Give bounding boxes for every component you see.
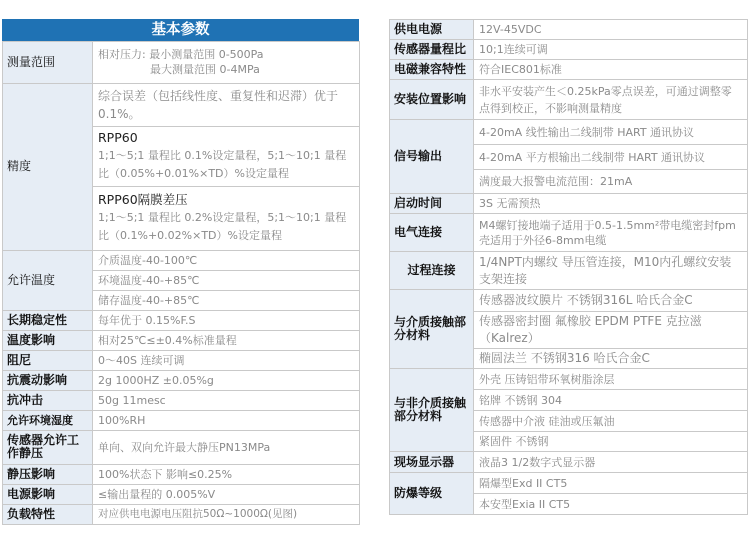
row-label: 安装位置影响 xyxy=(390,80,474,120)
row-value: 100%状态下 影响≤0.25% xyxy=(93,464,360,484)
rpp60-diaphragm-model: RPP60隔膜差压 xyxy=(98,192,188,207)
table-row xyxy=(3,430,360,464)
row-value: ≤输出量程的 0.005%V xyxy=(93,484,360,504)
row-value: 10;1连续可调 xyxy=(474,40,748,60)
signal-line2: 4-20mA 平方根输出二线制带 HART 通讯协议 xyxy=(474,145,748,170)
table-row xyxy=(3,41,360,83)
table-row xyxy=(390,290,748,312)
row-label: 现场显示器 xyxy=(390,452,474,473)
row-label: 供电电源 xyxy=(390,20,474,40)
table-row xyxy=(3,370,360,390)
wetted-line1: 传感器波纹膜片 不锈钢316L 哈氏合金C xyxy=(474,290,748,312)
temp-ambient: 环境温度-40-+85℃ xyxy=(93,270,360,290)
row-label: 静压影响 xyxy=(3,464,93,484)
table-row xyxy=(390,120,748,145)
row-label: 过程连接 xyxy=(390,252,474,290)
row-label: 温度影响 xyxy=(3,330,93,350)
table-row xyxy=(390,214,748,252)
non-wetted-line1: 外壳 压铸铝带环氧树脂涂层 xyxy=(474,369,748,390)
temp-storage: 储存温度-40-+85℃ xyxy=(93,290,360,310)
row-value: 50g 11mesc xyxy=(93,390,360,410)
row-label: 允许温度 xyxy=(3,250,93,310)
row-value: 符合IEC801标准 xyxy=(474,60,748,80)
table-row xyxy=(390,452,748,473)
row-label: 传感器允许工作静压 xyxy=(3,430,93,464)
temp-medium: 介质温度-40-100℃ xyxy=(93,250,360,270)
signal-line1: 4-20mA 线性输出二线制带 HART 通讯协议 xyxy=(474,120,748,145)
row-label: 负载特性 xyxy=(3,504,93,524)
row-value: 相对25℃≤±0.4%标准量程 xyxy=(93,330,360,350)
row-value: 非水平安装产生＜0.25kPa零点误差，可通过调整零点得到校正，不影响测量精度 xyxy=(474,80,748,120)
table-row xyxy=(3,410,360,430)
row-value: M4螺钉接地端子适用于0.5-1.5mm²带电缆密封fpm壳适用于外径6-8mm电缆 xyxy=(474,214,748,252)
row-value xyxy=(93,126,360,186)
table-row xyxy=(3,464,360,484)
table-row xyxy=(390,194,748,214)
measure-range-line1: 相对压力: 最小测量范围 0-500Pa xyxy=(98,48,264,61)
table-row xyxy=(3,250,360,270)
table-row xyxy=(3,330,360,350)
row-label: 信号输出 xyxy=(390,120,474,194)
row-label: 电磁兼容特性 xyxy=(390,60,474,80)
basic-params-table-left xyxy=(2,19,360,525)
table-row xyxy=(3,390,360,410)
row-value: 3S 无需预热 xyxy=(474,194,748,214)
basic-params-table-right xyxy=(389,19,748,515)
explosion-line1: 隔爆型Exd II CT5 xyxy=(474,473,748,494)
wetted-line3: 椭圆法兰 不锈钢316 哈氏合金C xyxy=(474,349,748,369)
non-wetted-line4: 紧固件 不锈钢 xyxy=(474,432,748,452)
signal-line3: 满度最大报警电流范围：21mA xyxy=(474,170,748,194)
row-value: 0～40S 连续可调 xyxy=(93,350,360,370)
row-label: 与非介质接触部分材料 xyxy=(390,369,474,452)
row-label: 阻尼 xyxy=(3,350,93,370)
rpp60-model: RPP60 xyxy=(98,130,138,145)
row-label: 与介质接触部分材料 xyxy=(390,290,474,369)
non-wetted-line3: 传感器中介液 硅油或压氟油 xyxy=(474,411,748,432)
row-label: 防爆等级 xyxy=(390,473,474,515)
row-label: 抗冲击 xyxy=(3,390,93,410)
table-row xyxy=(390,473,748,494)
rpp60-text: 1;1～5;1 量程比 0.1%设定量程，5;1～10;1 量程比（0.05%+0.01%×TD）%设定量程 xyxy=(98,149,347,180)
row-label: 启动时间 xyxy=(390,194,474,214)
row-label: 电气连接 xyxy=(390,214,474,252)
explosion-line2: 本安型Exia II CT5 xyxy=(474,494,748,515)
row-value: 对应供电电源电压阻抗50Ω~1000Ω(见图) xyxy=(93,504,360,524)
table-row xyxy=(390,40,748,60)
row-value: 单向、双向允许最大静压PN13MPa xyxy=(93,430,360,464)
rpp60-diaphragm-text: 1;1～5;1 量程比 0.2%设定量程，5;1～10;1 量程比（0.1%+0.02%×TD）%设定量程 xyxy=(98,211,347,242)
table-row xyxy=(390,369,748,390)
table-row xyxy=(3,83,360,126)
row-label: 精度 xyxy=(3,83,93,250)
row-value: 1/4NPT内螺纹 导压管连接，M10内孔螺纹安装支架连接 xyxy=(474,252,748,290)
row-value xyxy=(93,186,360,250)
table-row xyxy=(3,310,360,330)
row-label: 传感器量程比 xyxy=(390,40,474,60)
wetted-line2: 传感器密封圈 氟橡胶 EPDM PTFE 克拉滋（Kalrez） xyxy=(474,312,748,349)
table-row xyxy=(390,60,748,80)
row-label: 长期稳定性 xyxy=(3,310,93,330)
row-value: 液晶3 1/2数字式显示器 xyxy=(474,452,748,473)
measure-range-line2: 最大测量范围 0-4MPa xyxy=(150,63,260,76)
table-row xyxy=(3,484,360,504)
table-row xyxy=(3,504,360,524)
row-label: 抗震动影响 xyxy=(3,370,93,390)
table-row xyxy=(390,80,748,120)
table-row xyxy=(390,20,748,40)
table-row xyxy=(390,252,748,290)
table-row xyxy=(3,350,360,370)
row-value xyxy=(93,41,360,83)
row-value: 12V-45VDC xyxy=(474,20,748,40)
row-label: 测量范围 xyxy=(3,41,93,83)
non-wetted-line2: 铭牌 不锈钢 304 xyxy=(474,390,748,411)
table-title: 基本参数 xyxy=(2,19,359,41)
row-value: 2g 1000HZ ±0.05%g xyxy=(93,370,360,390)
row-value: 100%RH xyxy=(93,410,360,430)
accuracy-overall: 综合误差（包括线性度、重复性和迟滞）优于0.1%。 xyxy=(93,83,360,126)
row-label: 允许环境湿度 xyxy=(3,410,93,430)
row-label: 电源影响 xyxy=(3,484,93,504)
row-value: 每年优于 0.15%F.S xyxy=(93,310,360,330)
